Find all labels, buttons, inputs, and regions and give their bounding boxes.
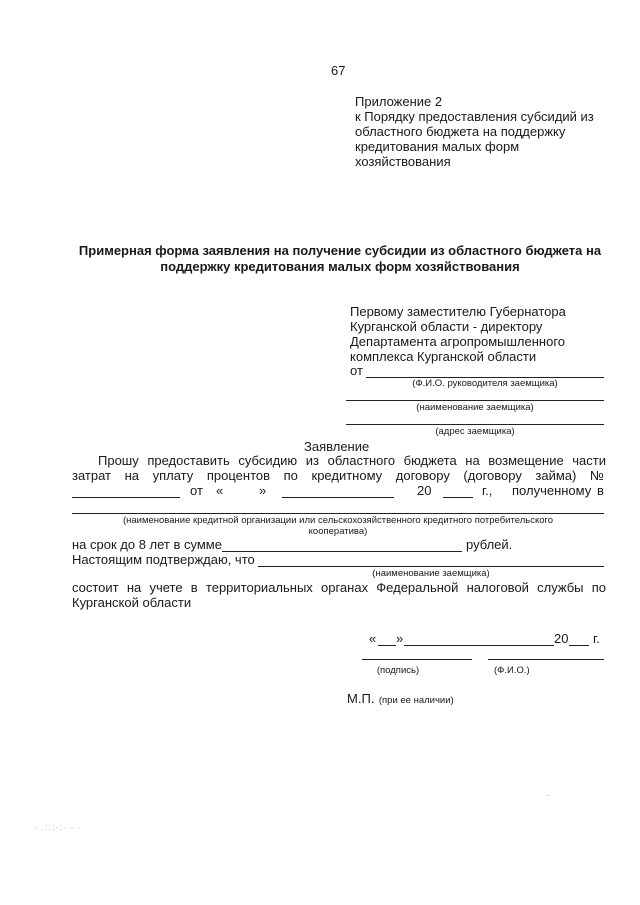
appendix-line: кредитования малых форм	[355, 139, 520, 154]
scan-noise: · .:.:·:· · ·	[34, 822, 82, 832]
quote-close: »	[259, 483, 267, 498]
caption-borrower-address: (адрес заемщика)	[435, 426, 515, 437]
registered-line-2: Курганской области	[72, 595, 192, 610]
sig-year-blank	[569, 645, 589, 646]
registered-line-1: состоит на учете в территориальных органах Федеральной налоговой службы по	[72, 580, 606, 595]
caption-signature-fio: (Ф.И.О.)	[494, 665, 530, 676]
form-title-line: Примерная форма заявления на получение субсидии из областного бюджета на	[78, 243, 602, 258]
contract-number-blank	[72, 497, 180, 498]
word: на	[124, 468, 140, 483]
sum-blank	[222, 551, 462, 552]
word: процентов	[206, 468, 271, 483]
date-day-blank	[378, 645, 396, 646]
year-blank	[443, 497, 473, 498]
date-quote-close: »	[396, 631, 404, 646]
statement-line-1: Прошу предоставить субсидию из областного бюджета на возмещение части	[98, 453, 606, 468]
addressee-line: Департамента агропромышленного	[350, 334, 566, 349]
caption-credit-org-2: кооператива)	[308, 526, 368, 537]
address-blank-line	[346, 424, 604, 425]
caption-fio-manager: (Ф.И.О. руководителя заемщика)	[412, 378, 558, 389]
word: уплату	[152, 468, 194, 483]
sig-year-prefix: 20	[554, 631, 569, 646]
ot-label: от	[190, 483, 203, 498]
page-number: 67	[331, 63, 346, 78]
word: договору	[395, 468, 450, 483]
quote-open: «	[216, 483, 224, 498]
date-month-blank	[282, 497, 394, 498]
addressee-line: комплекса Курганской области	[350, 349, 537, 364]
word: по	[283, 468, 298, 483]
received-label: полученному	[512, 483, 592, 498]
from-label: от	[350, 363, 363, 378]
credit-org-blank	[72, 513, 604, 514]
year-suffix: г.,	[482, 483, 493, 498]
stamp-note: (при ее наличии)	[378, 695, 454, 706]
form-title-line: поддержку кредитования малых форм хозяйствования	[160, 259, 520, 274]
stamp-label: М.П.	[347, 691, 375, 706]
appendix-line: хозяйствования	[355, 154, 451, 169]
number-sign: №	[589, 468, 604, 483]
word: кредитному	[311, 468, 383, 483]
stamp-block	[347, 690, 454, 708]
caption-borrower-name: (наименование заемщика)	[416, 402, 534, 413]
addressee-line: Первому заместителю Губернатора	[350, 304, 566, 319]
confirm-prefix: Настоящим подтверждаю, что	[72, 552, 255, 567]
date-month-blank-2	[404, 645, 554, 646]
date-quote-open: «	[369, 631, 377, 646]
appendix-block	[355, 94, 594, 169]
scan-noise: -	[546, 790, 550, 800]
appendix-line: к Порядку предоставления субсидий из	[355, 109, 594, 124]
caption-signature: (подпись)	[376, 665, 420, 676]
addressee-line: Курганской области - директору	[350, 319, 543, 334]
sig-year-suffix: г.	[593, 631, 600, 646]
name-blank-line	[346, 400, 604, 401]
appendix-title: Приложение 2	[355, 94, 443, 109]
year-prefix: 20	[417, 483, 432, 498]
caption-borrower: (наименование заемщика)	[372, 568, 490, 579]
word: затрат	[72, 468, 111, 483]
fio-blank	[488, 659, 604, 660]
term-prefix: на срок до 8 лет в сумме	[72, 537, 222, 552]
appendix-line: областного бюджета на поддержку	[355, 124, 566, 139]
term-suffix: рублей.	[466, 537, 513, 552]
in-label: в	[597, 483, 604, 498]
signature-blank	[362, 659, 472, 660]
word: займа)	[535, 468, 577, 483]
borrower-blank	[258, 566, 604, 567]
form-title	[60, 243, 620, 275]
statement-line-2	[72, 468, 604, 483]
statement-heading: Заявление	[304, 439, 370, 454]
addressee-block	[350, 304, 566, 364]
word: (договору	[463, 468, 522, 483]
caption-credit-org-1: (наименование кредитной организации или сельскохозяйственного кредитного потребительского	[122, 515, 554, 526]
